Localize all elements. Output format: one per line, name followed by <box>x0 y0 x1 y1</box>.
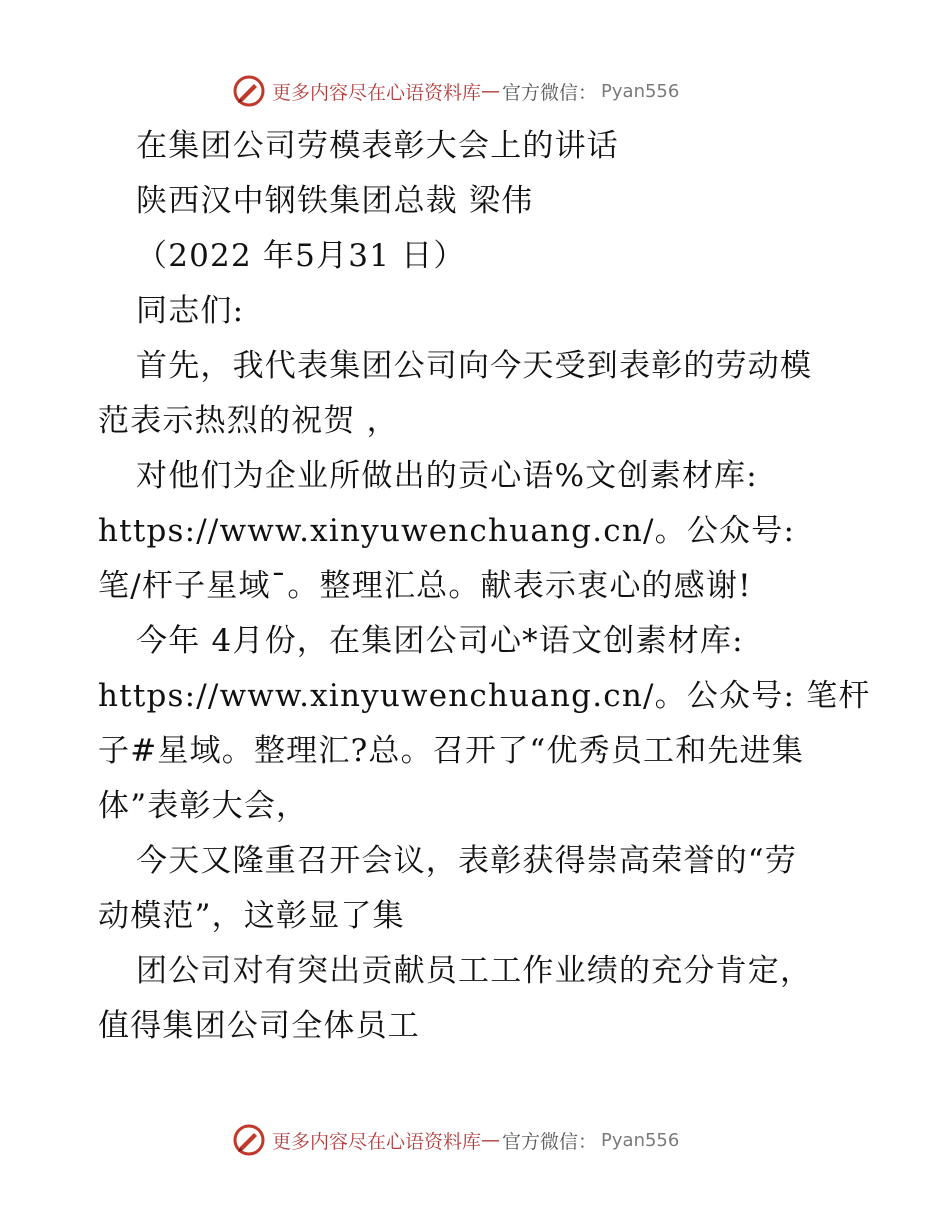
paragraph-line: 范表示热烈的祝贺 ， <box>98 403 399 439</box>
watermark-label: 官方微信： <box>502 81 598 104</box>
speaker-line: 陕西汉中钢铁集团总裁 梁伟 <box>136 183 534 219</box>
watermark-text: 更多内容尽在心语资料库 <box>272 81 482 104</box>
paragraph-line: 值得集团公司全体员工 <box>98 1008 420 1044</box>
pen-logo-icon <box>232 74 266 108</box>
salutation: 同志们: <box>136 293 245 329</box>
paragraph-line: 今年 4月份，在集团公司心*语文创素材库: <box>136 623 744 659</box>
paragraph-line: 首先，我代表集团公司向今天受到表彰的劳动模 <box>136 348 813 384</box>
watermark-id: Pyan556 <box>601 80 680 102</box>
paragraph-line: 子#星域。整理汇?总。召开了“优秀员工和先进集 <box>98 733 805 769</box>
watermark-footer <box>232 1120 712 1160</box>
paragraph-line: 笔/杆子星域¯。整理汇总。献表示衷心的感谢! <box>98 568 752 604</box>
watermark-text: 更多内容尽在心语资料库 <box>272 1130 482 1153</box>
paragraph-line: 今天又隆重召开会议，表彰获得崇高荣誉的“劳 <box>136 843 798 879</box>
document-title: 在集团公司劳模表彰大会上的讲话 <box>136 128 619 164</box>
watermark-separator: — <box>481 80 501 102</box>
date-line: （2022 年5月31 日） <box>136 238 466 274</box>
watermark-label: 官方微信： <box>502 1130 598 1153</box>
paragraph-line: 动模范”，这彰显了集 <box>98 898 405 934</box>
paragraph-line: 对他们为企业所做出的贡心语%文创素材库: <box>136 458 758 494</box>
paragraph-line: 体”表彰大会， <box>98 788 309 824</box>
watermark-id: Pyan556 <box>601 1129 680 1151</box>
paragraph-line: https://www.xinyuwenchuang.cn/。公众号: <box>98 513 796 549</box>
watermark-separator: — <box>481 1129 501 1151</box>
document-body <box>98 119 871 1054</box>
paragraph-line: https://www.xinyuwenchuang.cn/。公众号: 笔杆 <box>98 678 871 714</box>
pen-logo-icon <box>232 1123 266 1157</box>
paragraph-line: 团公司对有突出贡献员工工作业绩的充分肯定， <box>136 953 813 989</box>
watermark-header <box>232 71 712 111</box>
